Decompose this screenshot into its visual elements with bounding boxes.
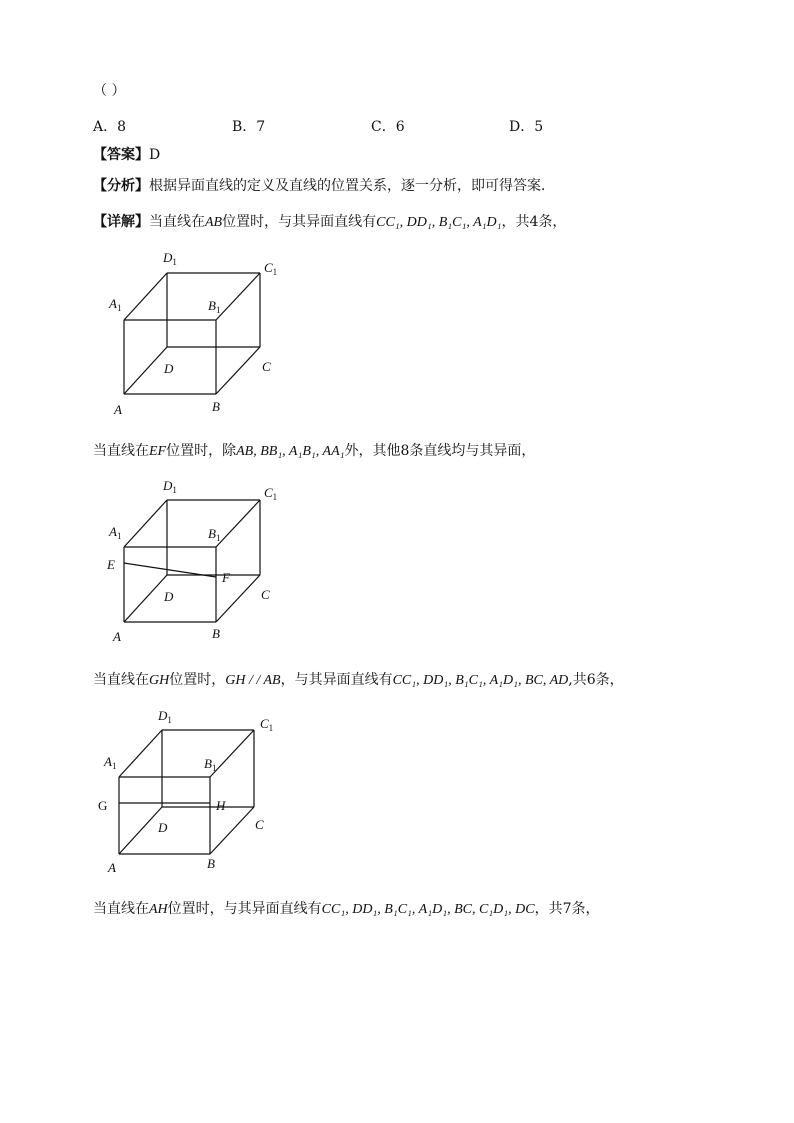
label-a1: $A_1$ [104,754,117,771]
label-e: E [107,557,115,572]
math-var: EF [149,444,167,459]
text: 外，其他8条直线均与其异面， [344,443,536,459]
question-paren: （ ） [93,83,126,99]
text: ,共6条， [568,672,624,688]
text: 当直线在 [93,901,149,917]
label-g: G [98,798,108,813]
cube-figure-1 [0,245,300,425]
label-d1: $D_1$ [163,250,177,267]
label-c: C [262,359,271,374]
label-b: B [207,856,215,871]
label-c: C [261,587,270,602]
text: 位置时，与其异面直线有 [167,901,322,917]
detail-line-4 [93,900,600,919]
option-c: C．6 [371,119,405,135]
text: ，共4条， [501,214,567,230]
cube-figure-2 [0,472,300,652]
option-b: B．7 [232,119,266,135]
text: ，共7条， [534,901,600,917]
label-a: A [114,402,122,417]
detail-line-2 [93,442,535,461]
text: 当直线在 [93,672,149,688]
answer-tag: 【答案】 [93,147,149,163]
option-d: D．5 [509,119,544,135]
text: 位置时， [169,672,226,688]
label-h: H [216,798,226,813]
label-d1: $D_1$ [158,708,172,725]
math-list: AB, BB₁, A₁B₁, AA₁ [236,444,345,459]
label-d: D [164,589,174,604]
label-d: D [158,820,168,835]
text: 位置时，除 [166,443,237,459]
label-a1: $A_1$ [109,296,122,313]
math-var: AH [149,902,168,917]
cube-edges [119,730,254,854]
answer-value: D [149,147,161,163]
label-a: A [108,860,116,875]
label-b1: $B_1$ [208,298,221,315]
math-relation: GH / / AB [225,673,281,688]
cube-figure-3 [0,702,300,882]
text: 当直线在 [149,214,205,230]
label-c1: $C_1$ [264,485,278,502]
label-c1: $C_1$ [264,260,278,277]
analysis-text: 根据异面直线的定义及直线的位置关系，逐一分析，即可得答案. [149,178,546,194]
analysis-line [93,177,545,195]
label-d1: $D_1$ [163,478,177,495]
detail-line-1 [93,213,566,232]
math-var: GH [149,673,170,688]
label-b1: $B_1$ [208,526,221,543]
detail-line-3 [93,671,624,690]
option-a: A．8 [93,119,127,135]
text: 位置时，与其异面直线有 [222,214,377,230]
label-c: C [255,817,264,832]
label-b: B [212,626,220,641]
label-a: A [113,629,121,644]
label-d: D [164,361,174,376]
cube-edges [124,273,260,394]
answer-line [93,146,160,164]
math-list: CC₁, DD₁, B₁C₁, A₁D₁, BC, AD [392,673,569,688]
math-list: CC₁, DD₁, B₁C₁, A₁D₁ [376,215,502,230]
label-f: F [222,570,230,585]
label-c1: $C_1$ [260,716,274,733]
text: 当直线在 [93,443,149,459]
label-b1: $B_1$ [204,756,217,773]
label-b: B [212,399,220,414]
cube-edges [124,500,260,622]
text: ，与其异面直线有 [280,672,393,688]
math-list: CC₁, DD₁, B₁C₁, A₁D₁, BC, C₁D₁, DC [321,902,535,917]
math-var: AB [205,215,223,230]
detail-tag: 【详解】 [93,214,149,230]
analysis-tag: 【分析】 [93,178,149,194]
label-a1: $A_1$ [109,524,122,541]
